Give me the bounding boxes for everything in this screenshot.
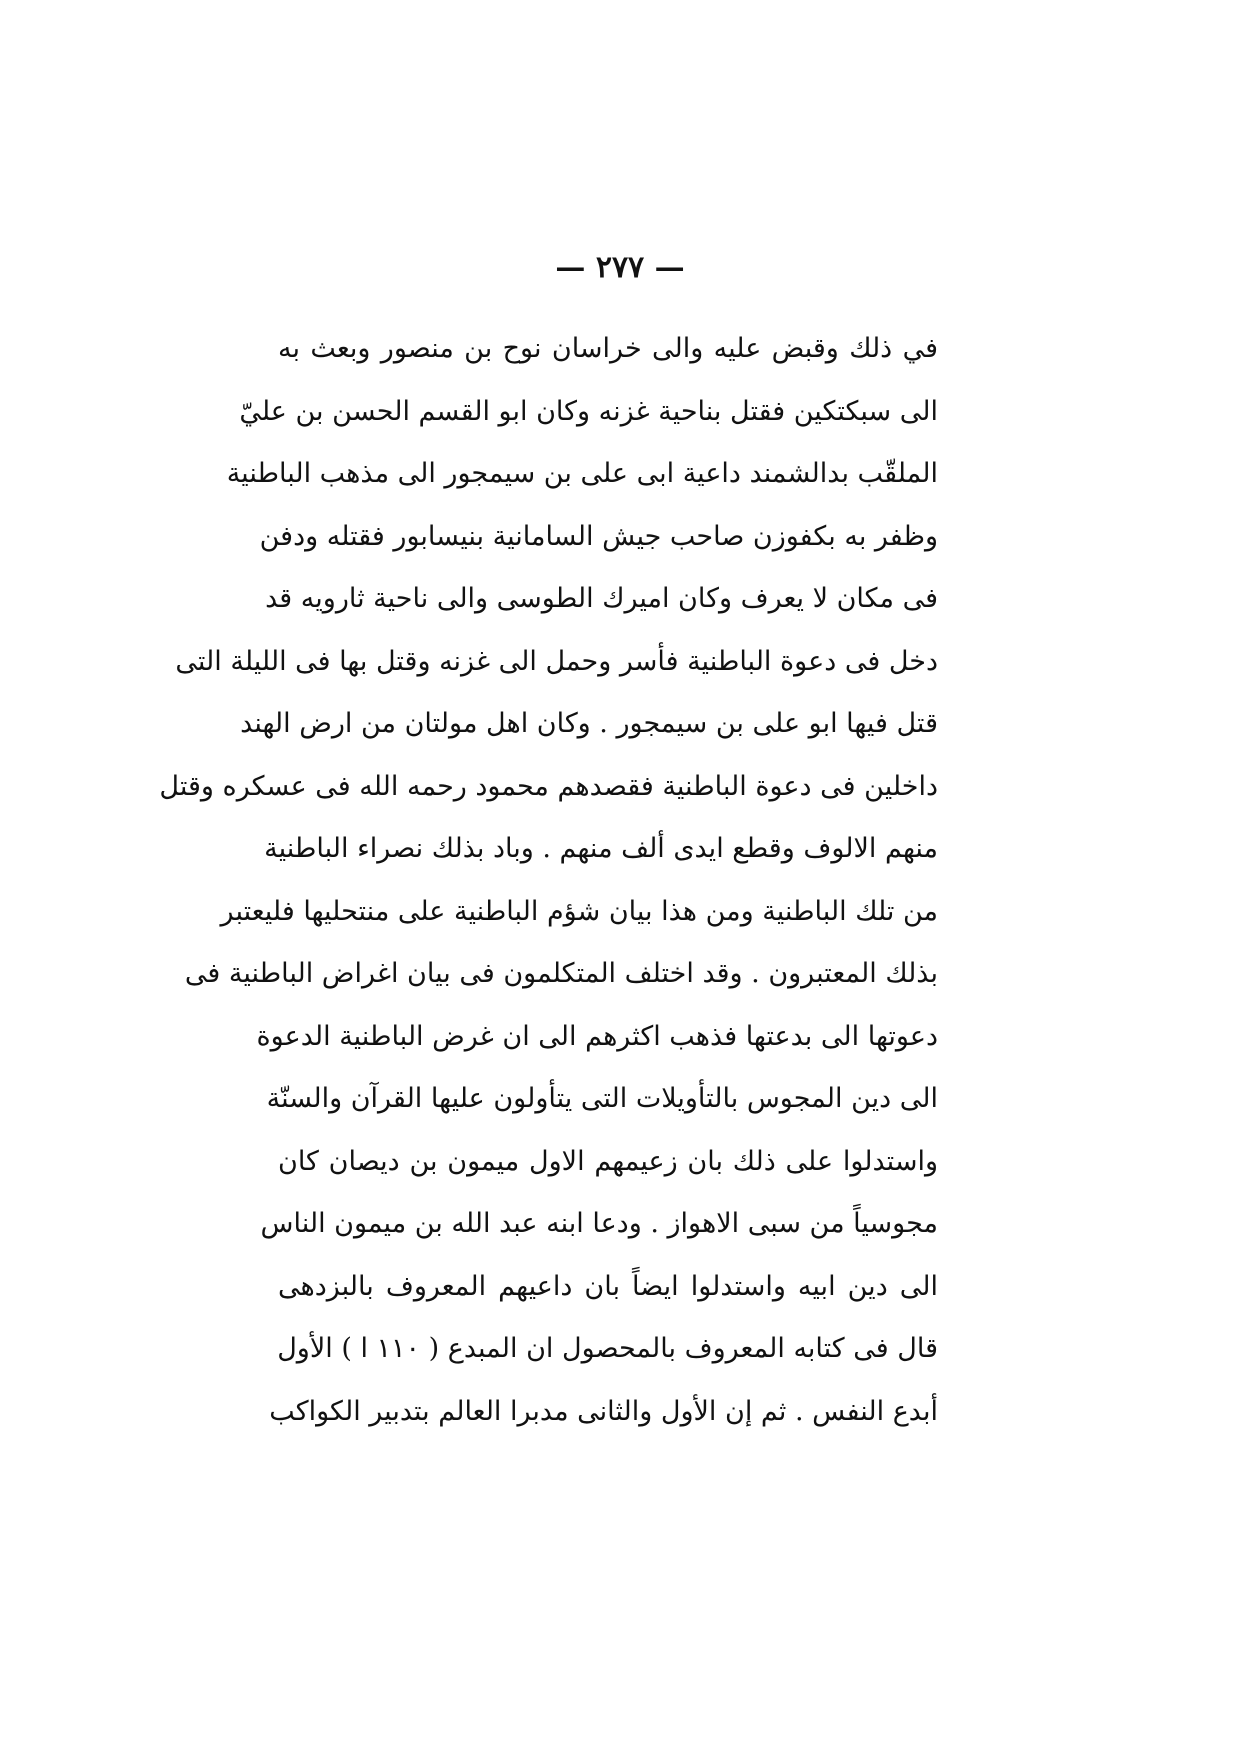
text-line: واستدلوا على ذلك بان زعيمهم الاول ميمون بن ديصان كان (278, 1145, 938, 1177)
text-line: فى مكان لا يعرف وكان اميرك الطوسى والى ناحية ثارويه قد (265, 583, 938, 614)
body-text (159, 318, 938, 1443)
text-line: دعوتها الى بدعتها فذهب اكثرهم الى ان غرض الباطنية الدعوة (256, 1020, 938, 1052)
text-line: مجوسياً من سبى الاهواز . ودعا ابنه عبد الله بن ميمون الناس (260, 1208, 938, 1239)
text-line: أبدع النفس . ثم إن الأول والثانى مدبرا العالم بتدبير الكواكب (269, 1395, 938, 1427)
text-line: قال فى كتابه المعروف بالمحصول ان المبدع ( ١١٠ ا ) الأول (277, 1333, 938, 1364)
text-line: منهم الالوف وقطع ايدى ألف منهم . وباد بذلك نصراء الباطنية (264, 833, 938, 864)
text-line: الى سبكتكين فقتل بناحية غزنه وكان ابو القسم الحسن بن عليّ (239, 395, 938, 427)
text-line: دخل فى دعوة الباطنية فأسر وحمل الى غزنه وقتل بها فى الليلة التى (175, 645, 938, 677)
text-line: وظفر به بكفوزن صاحب جيش السامانية بنيسابور فقتله ودفن (259, 520, 938, 552)
text-line: الملقّب بدالشمند داعية ابى على بن سيمجور الى مذهب الباطنية (226, 458, 938, 489)
text-line: قتل فيها ابو على بن سيمجور . وكان اهل مولتان من ارض الهند (240, 708, 938, 739)
text-line: داخلين فى دعوة الباطنية فقصدهم محمود رحمه الله فى عسكره وقتل (159, 770, 938, 802)
text-line: في ذلك وقبض عليه والى خراسان نوح بن منصور وبعث به (278, 333, 938, 364)
text-line: بذلك المعتبرون . وقد اختلف المتكلمون فى بيان اغراض الباطنية فى (184, 958, 938, 989)
text-line: من تلك الباطنية ومن هذا بيان شؤم الباطنية على منتحليها فليعتبر (220, 895, 938, 927)
page-number: — ٢٧٧ — (555, 250, 685, 285)
text-line: الى دين المجوس بالتأويلات التى يتأولون عليها القرآن والسنّة (266, 1083, 938, 1114)
text-line: الى دين ابيه واستدلوا ايضاً بان داعيهم المعروف بالبزدهى (278, 1270, 938, 1302)
